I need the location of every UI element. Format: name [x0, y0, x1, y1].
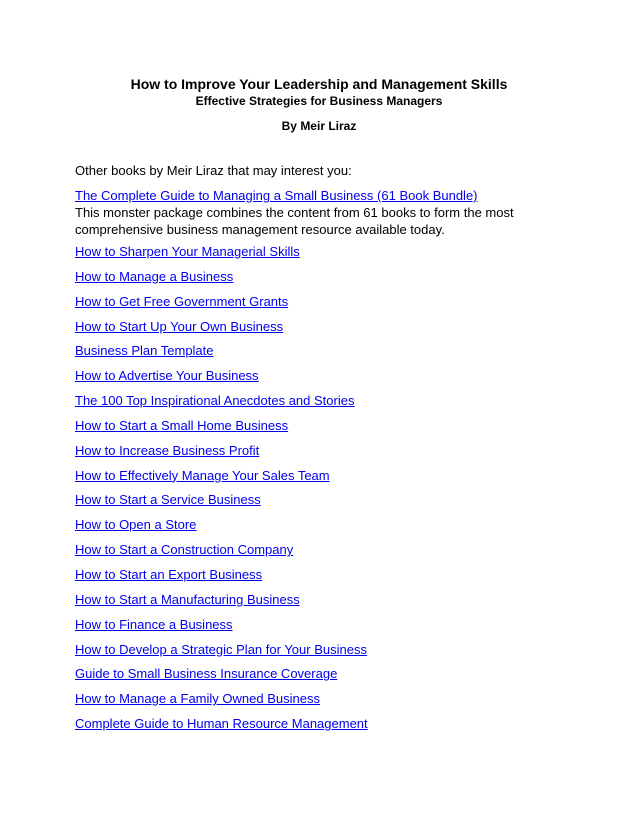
- list-item: [75, 640, 368, 665]
- book-link[interactable]: How to Start a Small Home Business: [75, 417, 289, 433]
- list-item: [75, 664, 368, 689]
- document-title: How to Improve Your Leadership and Management Skills: [130, 76, 508, 92]
- list-item: [75, 391, 368, 416]
- book-link[interactable]: The 100 Top Inspirational Anecdotes and Stories: [75, 393, 355, 409]
- list-item: [75, 689, 368, 714]
- book-link[interactable]: How to Start an Export Business: [75, 566, 263, 582]
- list-item: [75, 515, 368, 540]
- intro-text: Other books by Meir Liraz that may interest you:: [75, 163, 352, 178]
- book-link[interactable]: How to Start a Manufacturing Business: [75, 591, 300, 607]
- bundle-block: [75, 187, 595, 238]
- list-item: [75, 540, 368, 565]
- book-link[interactable]: How to Manage a Family Owned Business: [75, 691, 320, 707]
- book-link[interactable]: How to Advertise Your Business: [75, 368, 259, 384]
- book-link[interactable]: How to Sharpen Your Managerial Skills: [75, 244, 300, 259]
- list-item: [75, 242, 368, 267]
- book-link[interactable]: Business Plan Template: [75, 343, 214, 359]
- book-link[interactable]: How to Open a Store: [75, 517, 197, 533]
- book-link[interactable]: How to Effectively Manage Your Sales Team: [75, 467, 330, 483]
- list-item: [75, 416, 368, 441]
- list-item: [75, 267, 368, 292]
- book-link[interactable]: How to Finance a Business: [75, 616, 233, 632]
- bundle-description-line2: comprehensive business management resource available today.: [75, 222, 445, 237]
- book-link[interactable]: How to Develop a Strategic Plan for Your Business: [75, 641, 367, 657]
- list-item: [75, 341, 368, 366]
- book-link[interactable]: How to Manage a Business: [75, 268, 234, 284]
- document-author: By Meir Liraz: [281, 119, 357, 133]
- book-link[interactable]: How to Start a Service Business: [75, 492, 261, 508]
- book-link[interactable]: How to Start a Construction Company: [75, 542, 294, 558]
- list-item: [75, 615, 368, 640]
- book-link[interactable]: Guide to Small Business Insurance Coverage: [75, 666, 338, 682]
- list-item: [75, 466, 368, 491]
- book-link[interactable]: How to Increase Business Profit: [75, 442, 260, 458]
- list-item: [75, 366, 368, 391]
- list-item: [75, 292, 368, 317]
- book-link[interactable]: How to Start Up Your Own Business: [75, 318, 284, 334]
- book-link[interactable]: Complete Guide to Human Resource Management: [75, 716, 368, 732]
- document-subtitle: Effective Strategies for Business Managers: [195, 94, 443, 108]
- list-item: [75, 565, 368, 590]
- list-item: [75, 590, 368, 615]
- book-link-list: [75, 242, 368, 739]
- list-item: [75, 490, 368, 515]
- bundle-link[interactable]: The Complete Guide to Managing a Small Business (61 Book Bundle): [75, 188, 478, 203]
- list-item: [75, 317, 368, 342]
- list-item: [75, 441, 368, 466]
- bundle-description-line1: This monster package combines the content from 61 books to form the most: [75, 205, 514, 220]
- book-link[interactable]: How to Get Free Government Grants: [75, 293, 289, 309]
- list-item: [75, 714, 368, 739]
